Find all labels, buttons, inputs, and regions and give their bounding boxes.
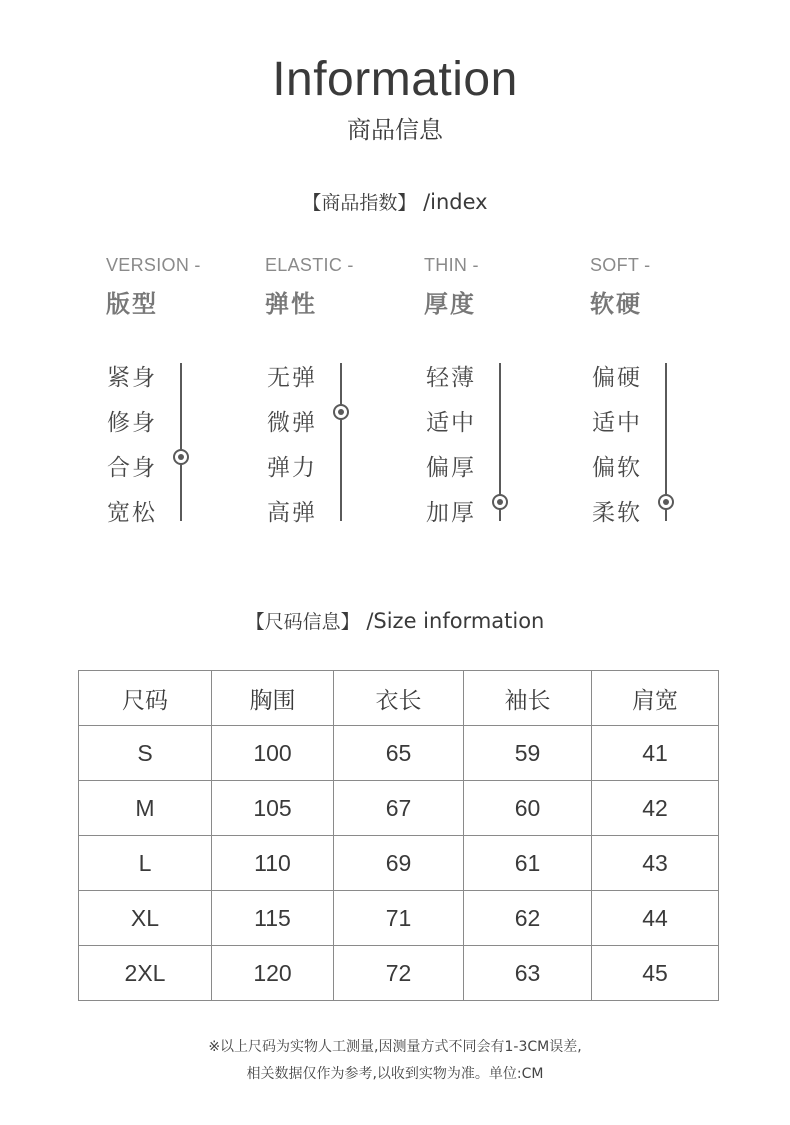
table-cell: 42: [592, 781, 719, 836]
table-cell: 120: [212, 946, 334, 1001]
table-cell: 115: [212, 891, 334, 946]
scale-option: 修身: [107, 410, 157, 436]
scale-option: 微弹: [267, 410, 317, 436]
column-header-shoulder: 肩宽: [592, 671, 719, 726]
size-table: [78, 670, 719, 1001]
column-header-sleeve: 袖长: [464, 671, 592, 726]
thin-scale: [426, 355, 546, 535]
table-row: [79, 781, 719, 836]
table-row: [79, 726, 719, 781]
table-cell: 71: [334, 891, 464, 946]
table-cell: 62: [464, 891, 592, 946]
attribute-elastic: [265, 255, 425, 319]
scale-marker-icon: [333, 404, 349, 420]
table-cell: 43: [592, 836, 719, 891]
scale-option: 适中: [592, 410, 642, 436]
scale-option: 弹力: [267, 455, 317, 481]
attribute-en-label: VERSION -: [106, 255, 201, 275]
size-disclaimer-line1: ※以上尺码为实物人工测量,因测量方式不同会有1-3CM误差,: [208, 1039, 582, 1055]
page-subtitle: 商品信息: [347, 116, 443, 144]
scale-option: 轻薄: [426, 365, 476, 391]
index-heading-en: /index: [423, 190, 488, 214]
column-header-length: 衣长: [334, 671, 464, 726]
table-cell: 67: [334, 781, 464, 836]
table-row: [79, 836, 719, 891]
scale-option: 偏厚: [426, 455, 476, 481]
table-cell: 105: [212, 781, 334, 836]
scale-option: 偏硬: [592, 365, 642, 391]
scale-option: 偏软: [592, 455, 642, 481]
scale-option: 适中: [426, 410, 476, 436]
attribute-soft: [590, 255, 750, 319]
table-cell: 59: [464, 726, 592, 781]
elastic-scale: [267, 355, 387, 535]
table-cell: 60: [464, 781, 592, 836]
size-disclaimer-line2: 相关数据仅作为参考,以收到实物为准。单位:CM: [246, 1066, 544, 1082]
table-cell: S: [79, 726, 212, 781]
attribute-zh-label: 弹性: [265, 290, 317, 318]
table-header-row: [79, 671, 719, 726]
scale-option: 宽松: [107, 500, 157, 526]
table-row: [79, 946, 719, 1001]
attribute-thin: [424, 255, 584, 319]
attribute-en-label: THIN -: [424, 255, 479, 275]
table-cell: 100: [212, 726, 334, 781]
table-cell: XL: [79, 891, 212, 946]
attribute-en-label: SOFT -: [590, 255, 651, 275]
scale-option: 加厚: [426, 500, 476, 526]
column-header-size: 尺码: [79, 671, 212, 726]
attribute-zh-label: 厚度: [424, 290, 476, 318]
page-title: Information: [272, 53, 518, 106]
scale-bar: [340, 363, 342, 521]
table-cell: 110: [212, 836, 334, 891]
attribute-version: [106, 255, 266, 319]
scale-option: 合身: [107, 455, 157, 481]
scale-option: 柔软: [592, 500, 642, 526]
index-section-heading: [0, 188, 790, 215]
index-heading-zh: 【商品指数】: [302, 192, 417, 214]
table-cell: M: [79, 781, 212, 836]
scale-option: 紧身: [107, 365, 157, 391]
table-cell: 45: [592, 946, 719, 1001]
table-row: [79, 891, 719, 946]
scale-marker-icon: [658, 494, 674, 510]
attribute-zh-label: 版型: [106, 290, 158, 318]
scale-bar: [180, 363, 182, 521]
table-cell: 65: [334, 726, 464, 781]
size-heading-zh: 【尺码信息】: [245, 611, 360, 633]
table-cell: 69: [334, 836, 464, 891]
version-scale: [107, 355, 227, 535]
size-section-heading: [0, 607, 790, 634]
scale-option: 高弹: [267, 500, 317, 526]
scale-option: 无弹: [267, 365, 317, 391]
scale-marker-icon: [173, 449, 189, 465]
table-cell: L: [79, 836, 212, 891]
scale-marker-icon: [492, 494, 508, 510]
table-cell: 44: [592, 891, 719, 946]
attribute-zh-label: 软硬: [590, 290, 642, 318]
table-cell: 63: [464, 946, 592, 1001]
soft-scale: [592, 355, 712, 535]
table-cell: 2XL: [79, 946, 212, 1001]
size-heading-en: /Size information: [366, 609, 545, 633]
table-cell: 61: [464, 836, 592, 891]
table-cell: 72: [334, 946, 464, 1001]
table-cell: 41: [592, 726, 719, 781]
attribute-en-label: ELASTIC -: [265, 255, 354, 275]
column-header-chest: 胸围: [212, 671, 334, 726]
